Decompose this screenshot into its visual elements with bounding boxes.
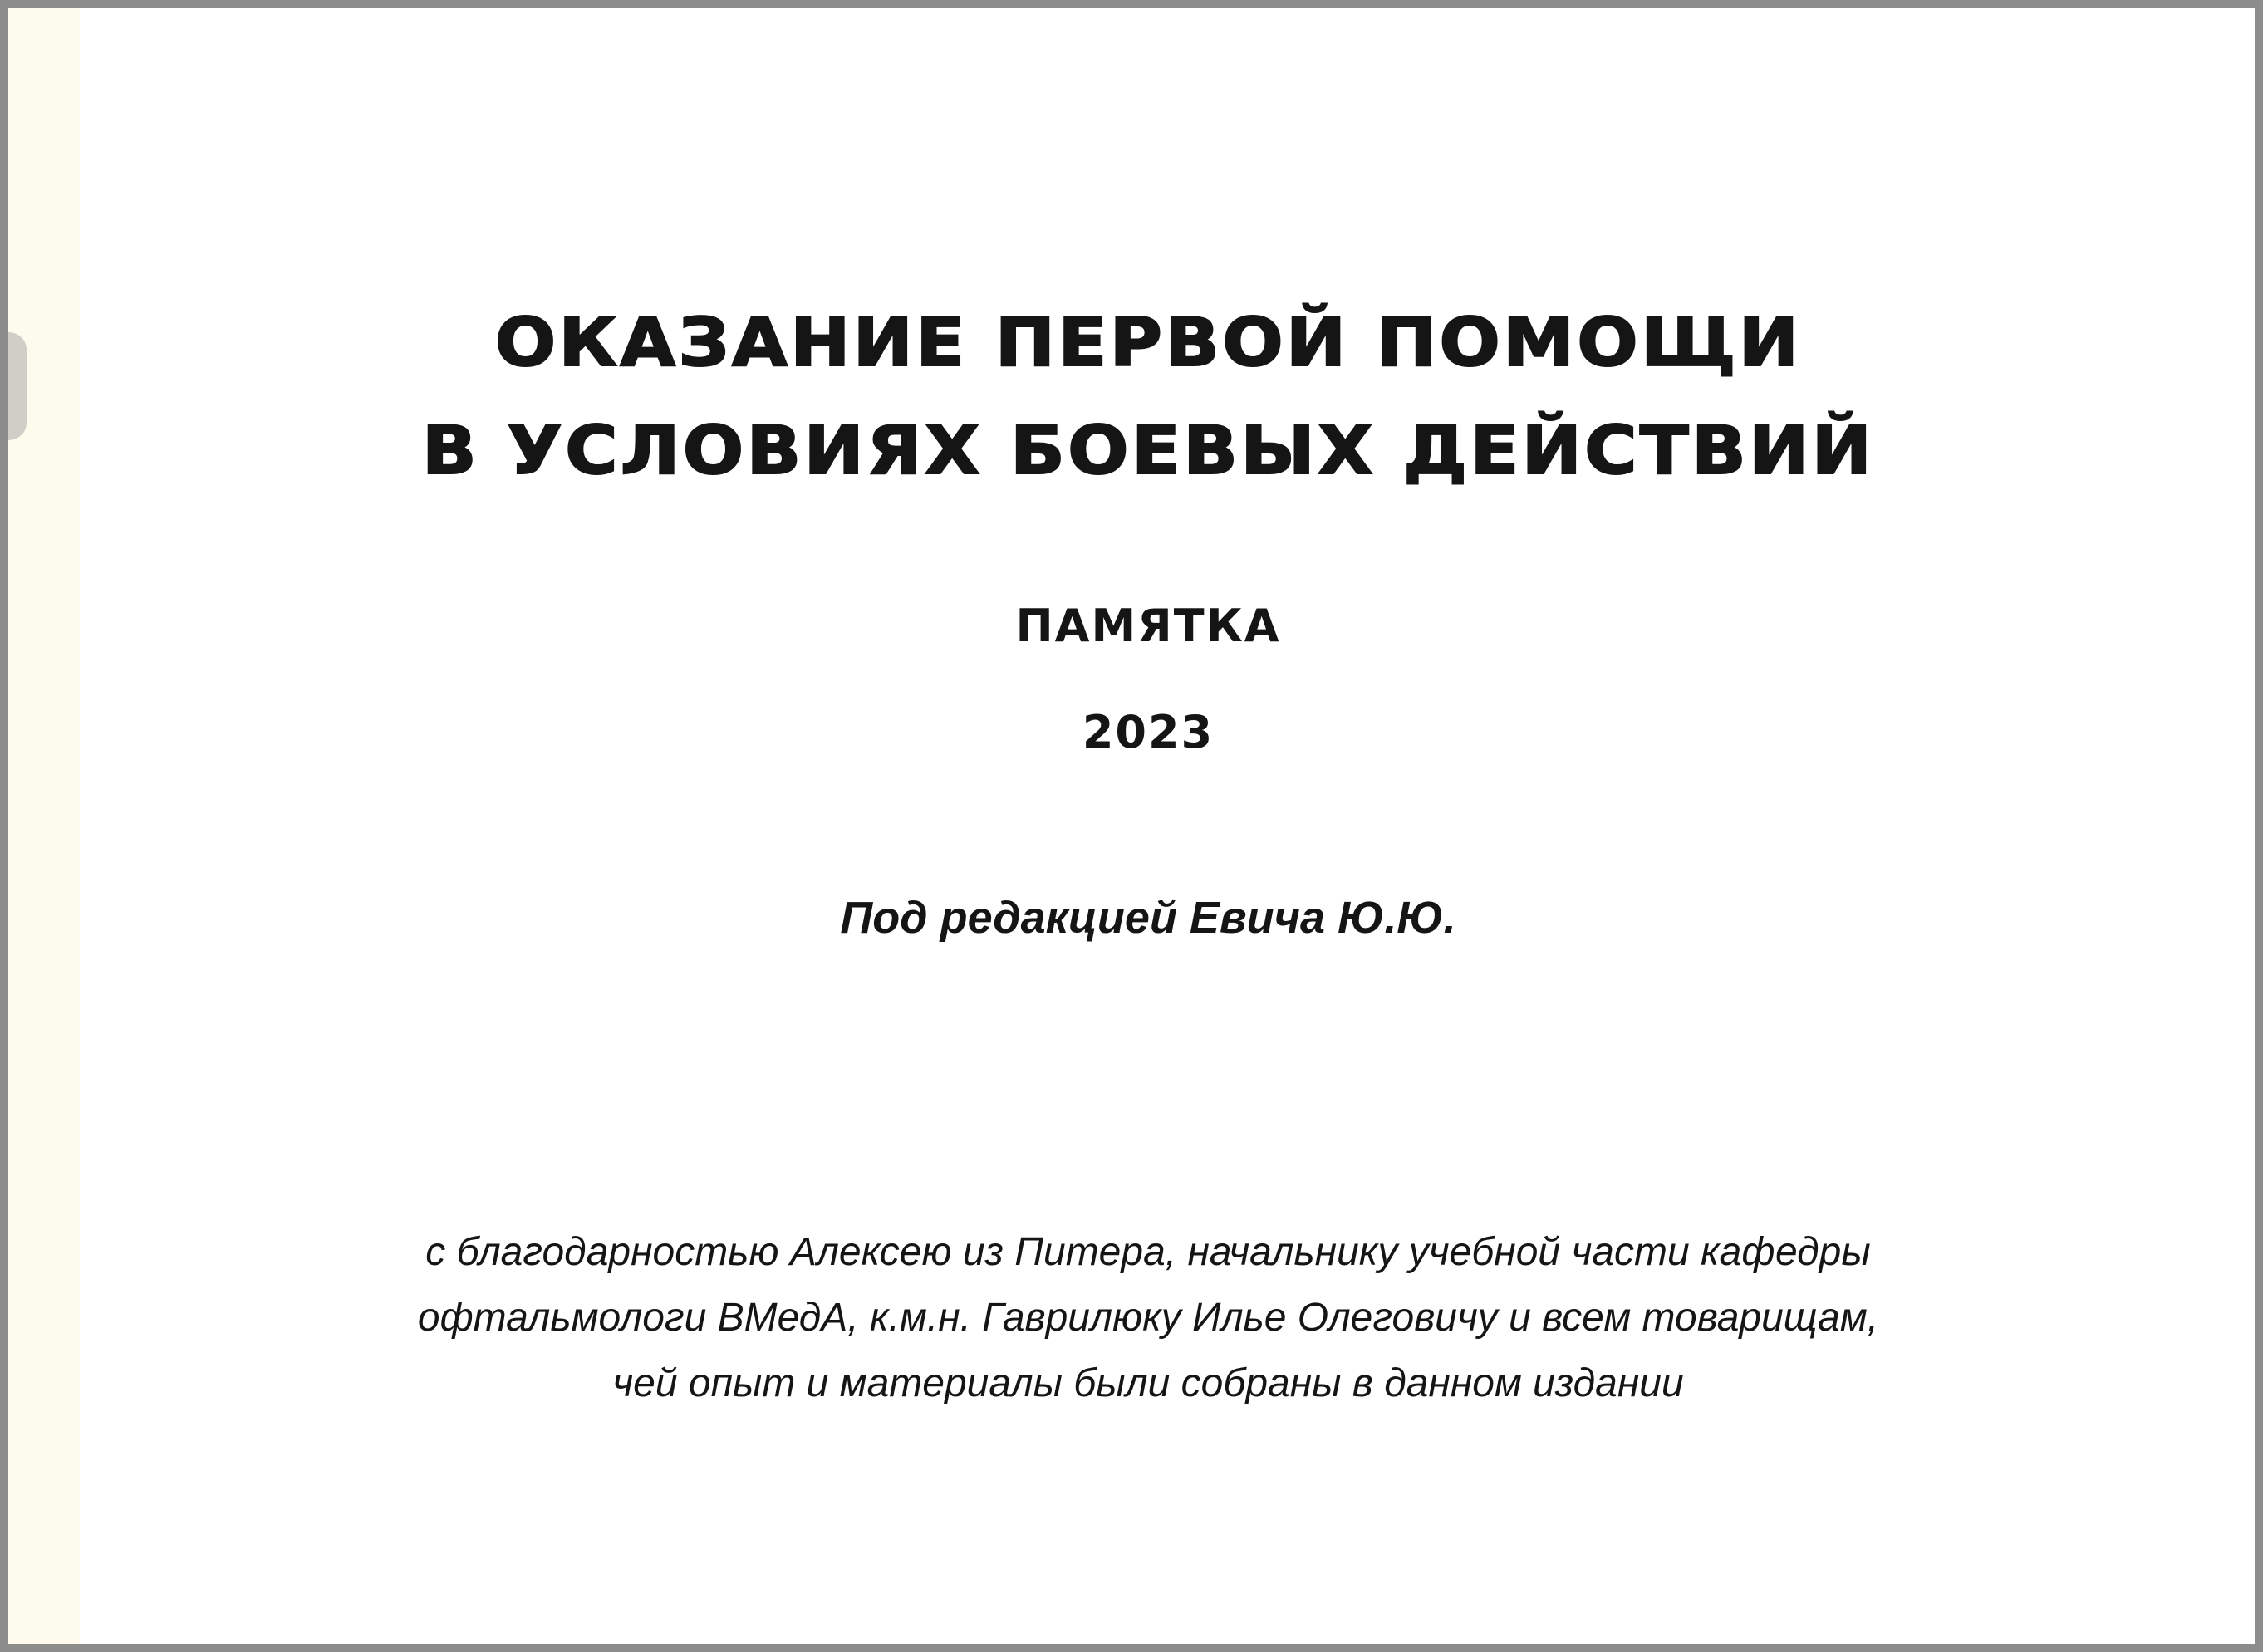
document-page: [8, 8, 2255, 1644]
editor-credit: Под редакцией Евича Ю.Ю.: [840, 893, 1456, 943]
acknowledgement-line-3: чей опыт и материалы были собраны в данном издании: [612, 1361, 1684, 1405]
title-line-1: ОКАЗАНИЕ ПЕРВОЙ ПОМОЩИ: [494, 304, 1802, 381]
document-kind: ПАМЯТКА: [1015, 600, 1281, 652]
acknowledgement-line-2: офтальмологи ВМедА, к.м.н. Гаврилюку Илье Олеговичу и всем товарищам,: [417, 1296, 1879, 1340]
publication-year: 2023: [1082, 706, 1215, 758]
title-line-2: В УСЛОВИЯХ БОЕВЫХ ДЕЙСТВИЙ: [421, 412, 1875, 489]
page-content: [8, 8, 2255, 1644]
acknowledgement: [25, 1219, 2255, 1416]
acknowledgement-line-1: с благодарностью Алексею из Питера, начальнику учебной части кафедры: [425, 1230, 1871, 1274]
